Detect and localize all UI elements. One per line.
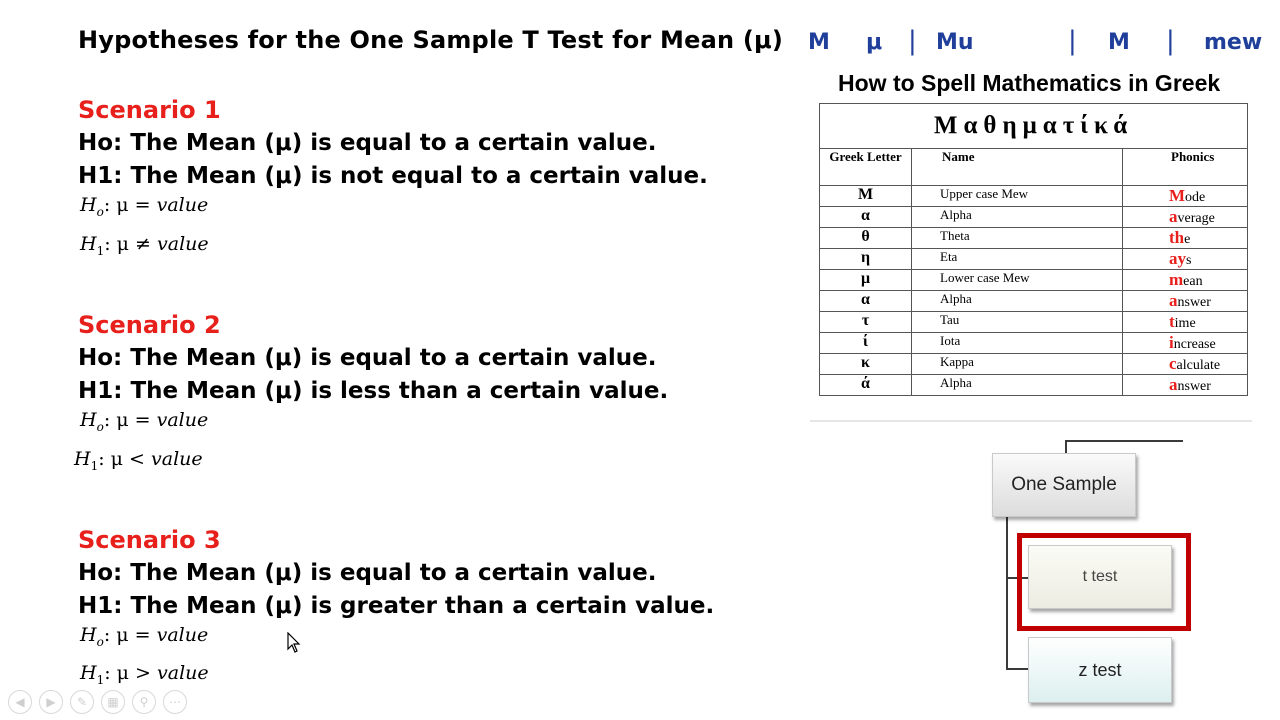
zoom-icon[interactable]: ⚲ — [132, 690, 156, 714]
scenario-3-heading: Scenario 3 — [78, 526, 221, 554]
tree-node-z-test: z test — [1028, 637, 1172, 703]
table-row: ί Iota increase — [820, 333, 1248, 354]
t-test-highlight-box — [1017, 533, 1191, 631]
tree-connector — [1006, 517, 1008, 669]
mu-spelling-bar — [808, 26, 1278, 60]
greek-spelling-table — [819, 103, 1248, 396]
table-shadow-divider — [810, 420, 1252, 422]
tree-connector — [1006, 668, 1028, 670]
scenario-3-math-ho: $H_o$: μ = value — [80, 624, 209, 649]
scenario-2-heading: Scenario 2 — [78, 311, 221, 339]
table-row: κ Kappa calculate — [820, 354, 1248, 375]
table-row: η Eta ays — [820, 249, 1248, 270]
page-title: Hypotheses for the One Sample T Test for Mean (μ) — [78, 26, 784, 54]
scenario-2-ho: Ho: The Mean (μ) is equal to a certain value. — [78, 345, 657, 371]
scenario-1-ho: Ho: The Mean (μ) is equal to a certain value. — [78, 130, 657, 156]
table-row: θ Theta the — [820, 228, 1248, 249]
table-row: τ Tau time — [820, 312, 1248, 333]
table-row: Μ Upper case Mew Mode — [820, 186, 1248, 207]
col-header-greek-letter: Greek Letter — [820, 149, 912, 186]
topbar-separator: | — [908, 26, 917, 56]
pages-icon[interactable]: ▦ — [101, 690, 125, 714]
table-row: α Alpha average — [820, 207, 1248, 228]
table-row: μ Lower case Mew mean — [820, 270, 1248, 291]
topbar-separator: | — [1068, 26, 1077, 56]
greek-word: Μαθηματίκά — [820, 104, 1248, 149]
scenario-1-math-h1: $H_1$: μ ≠ value — [80, 233, 209, 258]
topbar-item: M — [808, 30, 830, 55]
scenario-2-h1: H1: The Mean (μ) is less than a certain value. — [78, 378, 669, 404]
topbar-item: μ — [866, 30, 883, 55]
greek-table-caption: How to Spell Mathematics in Greek — [838, 70, 1221, 96]
forward-icon[interactable]: ▶ — [39, 690, 63, 714]
topbar-separator: | — [1166, 26, 1175, 56]
topbar-item: Mu — [936, 30, 974, 55]
scenario-1-h1: H1: The Mean (μ) is not equal to a certain value. — [78, 163, 708, 189]
table-row: α Alpha answer — [820, 291, 1248, 312]
tree-node-t-test: t test — [1028, 545, 1172, 609]
scenario-2-math-ho: $H_o$: μ = value — [80, 409, 209, 434]
scenario-1-math-ho: $H_o$: μ = value — [80, 194, 209, 219]
pen-icon[interactable]: ✎ — [70, 690, 94, 714]
tree-connector — [1065, 440, 1183, 442]
col-header-name: Name — [912, 149, 1123, 186]
scenario-2-math-h1: $H_1$: μ < value — [74, 448, 203, 473]
scenario-1-heading: Scenario 1 — [78, 96, 221, 124]
slideshow-toolbar — [8, 690, 187, 716]
topbar-item: mew — [1204, 30, 1263, 55]
scenario-3-ho: Ho: The Mean (μ) is equal to a certain value. — [78, 560, 657, 586]
col-header-phonics: Phonics — [1123, 149, 1248, 186]
more-icon[interactable]: ⋯ — [163, 690, 187, 714]
tree-node-one-sample: One Sample — [992, 453, 1136, 517]
table-row: ά Alpha answer — [820, 375, 1248, 396]
scenario-3-h1: H1: The Mean (μ) is greater than a certain value. — [78, 593, 715, 619]
scenario-3-math-h1: $H_1$: μ > value — [80, 662, 209, 687]
tree-connector — [1065, 440, 1067, 454]
mouse-cursor-icon — [287, 632, 301, 654]
back-icon[interactable]: ◀ — [8, 690, 32, 714]
topbar-item: M — [1108, 30, 1130, 55]
